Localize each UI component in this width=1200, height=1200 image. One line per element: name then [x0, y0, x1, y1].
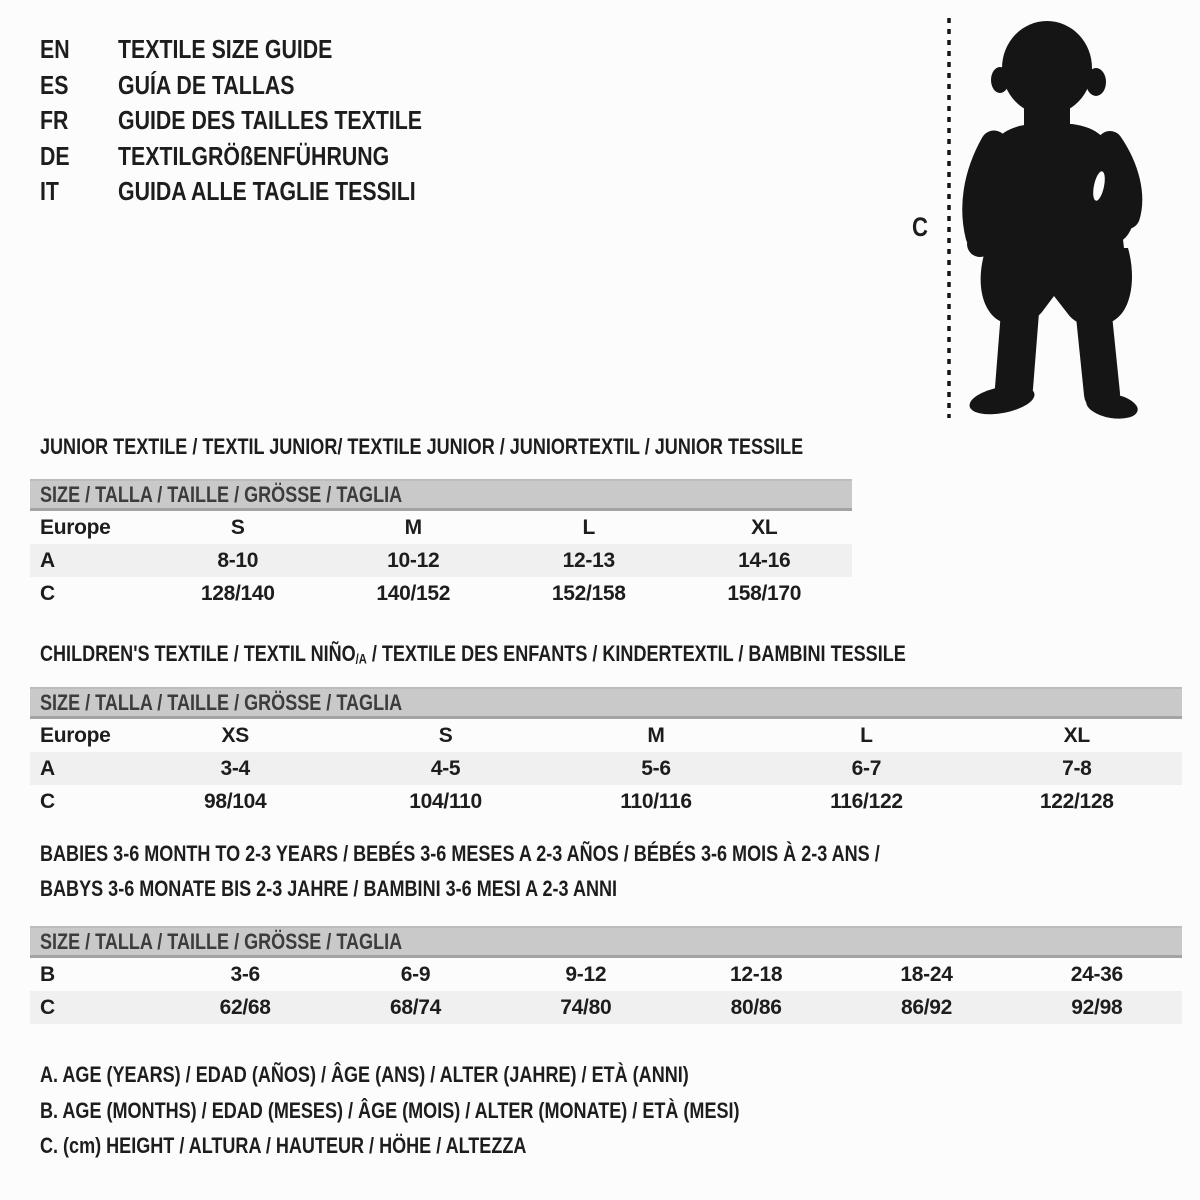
size-header-text: SIZE / TALLA / TAILLE / GRÖSSE / TAGLIA	[40, 928, 403, 954]
title-pre: CHILDREN'S TEXTILE / TEXTIL NIÑO	[40, 641, 356, 666]
title-post: / TEXTILE DES ENFANTS / KINDERTEXTIL / BAMBINI TESSILE	[366, 641, 906, 666]
cell-value: 62/68	[219, 995, 271, 1019]
row-label: C	[40, 995, 55, 1019]
footnote-age-months	[40, 1098, 893, 1134]
cell-value: 140/152	[376, 581, 451, 605]
section-title-babies-line1	[40, 841, 1064, 867]
row-label: C	[40, 789, 55, 813]
guide-title-de: TEXTILGRÖßENFÜHRUNG	[118, 140, 390, 171]
cell-value: 24-36	[1070, 962, 1123, 986]
table-row-months	[30, 958, 1182, 991]
cell-value: 8-10	[217, 548, 259, 572]
guide-title-it: GUIDA ALLE TAGLIE TESSILI	[118, 176, 416, 206]
height-measure-line	[944, 16, 954, 420]
size-label: M	[647, 723, 665, 747]
size-header-band	[30, 687, 1182, 719]
footnote-height-cm	[40, 1133, 893, 1169]
cell-value: 86/92	[900, 995, 953, 1019]
table-row-height	[30, 991, 1182, 1024]
cell-value: 122/128	[1039, 789, 1114, 813]
row-label: B	[40, 962, 55, 986]
cell-value: 68/74	[389, 995, 442, 1019]
table-row-age	[30, 752, 1182, 785]
junior-size-table	[30, 479, 852, 610]
cell-value: 10-12	[387, 548, 440, 572]
size-header-text: SIZE / TALLA / TAILLE / GRÖSSE / TAGLIA	[40, 481, 403, 507]
cell-value: 7-8	[1062, 756, 1092, 780]
height-measure-label	[912, 212, 932, 243]
language-code: FR	[40, 105, 69, 135]
row-label: A	[40, 756, 55, 780]
section-title-junior	[40, 434, 971, 460]
size-label: M	[404, 515, 422, 539]
guide-title-fr: GUIDE DES TAILLES TEXTILE	[118, 105, 423, 135]
toddler-leg-left	[1014, 312, 1020, 388]
cell-value: 6-9	[400, 962, 431, 986]
toddler-leg-right	[1094, 316, 1102, 394]
babies-size-table	[30, 926, 1182, 1024]
cell-value: 18-24	[900, 962, 953, 986]
children-size-table	[30, 687, 1182, 818]
toddler-silhouette-icon	[962, 16, 1142, 421]
table-row-height	[30, 785, 1182, 818]
footnote-text: B. AGE (MONTHS) / EDAD (MESES) / ÂGE (MOIS) / ALTER (MONATE) / ETÀ (MESI)	[40, 1097, 740, 1123]
cell-value: 128/140	[200, 581, 275, 605]
language-code: EN	[40, 34, 70, 64]
cell-value: 110/116	[620, 789, 692, 813]
size-label: S	[438, 723, 453, 747]
row-label: C	[40, 581, 55, 605]
table-row-height	[30, 577, 852, 610]
size-label: L	[582, 515, 596, 539]
size-header-band	[30, 479, 852, 511]
cell-value: 158/170	[727, 581, 802, 605]
toddler-ear-left	[991, 67, 1009, 93]
size-header-text: SIZE / TALLA / TAILLE / GRÖSSE / TAGLIA	[40, 689, 403, 715]
cell-value: 12-13	[562, 548, 615, 572]
section-title-children-text	[40, 641, 906, 667]
guide-title-en: TEXTILE SIZE GUIDE	[118, 34, 333, 64]
cell-value: 14-16	[738, 548, 791, 572]
region-label: Europe	[40, 515, 111, 539]
table-row-age	[30, 544, 852, 577]
title-sub: /A	[355, 651, 367, 667]
language-code: IT	[40, 176, 59, 206]
language-code: ES	[40, 69, 69, 100]
size-label: XS	[221, 723, 249, 747]
cell-value: 116/122	[830, 789, 903, 813]
cell-value: 9-12	[565, 962, 607, 986]
size-label: XL	[751, 515, 778, 539]
cell-value: 12-18	[730, 962, 783, 986]
row-label: A	[40, 548, 55, 572]
cell-value: 98/104	[203, 789, 267, 813]
cell-value: 3-4	[220, 756, 250, 780]
cell-value: 74/80	[560, 995, 612, 1019]
cell-value: 5-6	[641, 756, 671, 780]
legend-footnotes	[40, 1062, 893, 1169]
cell-value: 92/98	[1071, 995, 1123, 1019]
cell-value: 80/86	[730, 995, 782, 1019]
section-title-babies-text1: BABIES 3-6 MONTH TO 2-3 YEARS / BEBÉS 3-6 MESES A 2-3 AÑOS / BÉBÉS 3-6 MOIS À 2-3 ANS /	[40, 841, 880, 866]
footnote-text: A. AGE (YEARS) / EDAD (AÑOS) / ÂGE (ANS) / ALTER (JAHRE) / ETÀ (ANNI)	[40, 1062, 689, 1087]
footnote-text: C. (cm) HEIGHT / ALTURA / HAUTEUR / HÖHE / ALTEZZA	[40, 1133, 527, 1158]
section-title-babies-text2: BABYS 3-6 MONATE BIS 2-3 JAHRE / BAMBINI 3-6 MESI A 2-3 ANNI	[40, 876, 618, 901]
size-label: L	[860, 723, 873, 747]
table-row-sizes	[30, 511, 852, 544]
region-label: Europe	[40, 723, 111, 747]
toddler-ear-right	[1086, 68, 1106, 96]
size-label: XL	[1063, 723, 1090, 747]
table-row-sizes	[30, 719, 1182, 752]
cell-value: 3-6	[230, 962, 260, 986]
toddler-neck	[1024, 94, 1070, 128]
size-label: S	[230, 515, 245, 539]
cell-value: 6-7	[851, 756, 882, 780]
cell-value: 104/110	[409, 789, 482, 813]
height-measure-label-text: C	[912, 212, 928, 242]
language-code: DE	[40, 140, 70, 171]
section-title-babies-line2	[40, 876, 744, 902]
guide-title-es: GUÍA DE TALLAS	[118, 69, 295, 100]
section-title-junior-text: JUNIOR TEXTILE / TEXTIL JUNIOR/ TEXTILE JUNIOR / JUNIORTEXTIL / JUNIOR TESSILE	[40, 434, 804, 459]
cell-value: 4-5	[430, 756, 461, 780]
size-header-band	[30, 926, 1182, 958]
footnote-age-years	[40, 1062, 893, 1098]
cell-value: 152/158	[551, 581, 626, 605]
section-title-children	[40, 641, 1096, 667]
